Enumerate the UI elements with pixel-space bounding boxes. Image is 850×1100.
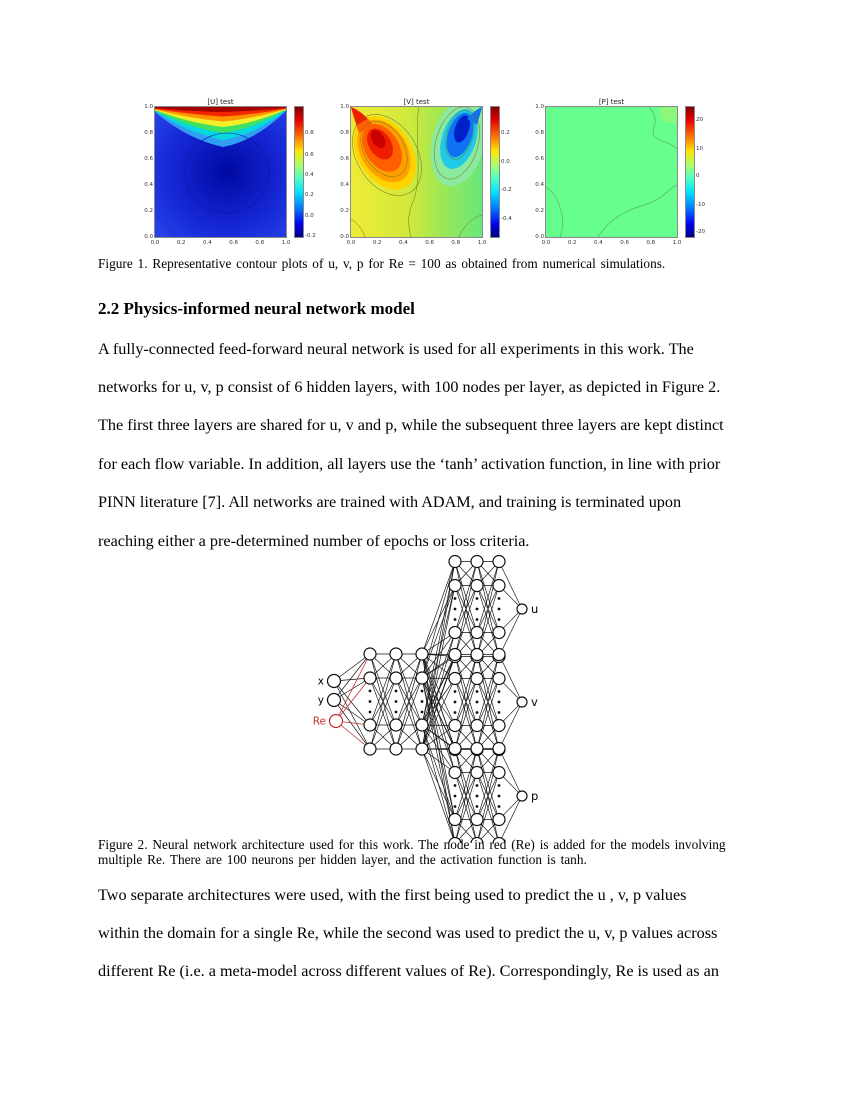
tick-label: 0.2 bbox=[567, 240, 577, 246]
tick-label: 0.8 bbox=[144, 130, 153, 136]
tick-label: 0.8 bbox=[305, 130, 314, 136]
tick-label: -0.2 bbox=[501, 187, 512, 194]
svg-text:p: p bbox=[531, 789, 539, 803]
tick-label: 1.0 bbox=[340, 104, 349, 110]
tick-label: 0.0 bbox=[346, 240, 356, 246]
tick-label: 0.4 bbox=[203, 240, 212, 246]
tick-label: 0.2 bbox=[176, 240, 186, 246]
tick-label: 0.0 bbox=[305, 213, 314, 220]
tick-label: 0.6 bbox=[305, 152, 314, 159]
tick-label: 0.4 bbox=[340, 182, 349, 188]
paragraph-1 bbox=[98, 330, 798, 560]
tick-label: 0 bbox=[696, 172, 700, 179]
plot-title-p: [P] test bbox=[598, 98, 625, 106]
contour-plot-u bbox=[155, 107, 286, 237]
tick-label: 0.0 bbox=[541, 240, 551, 246]
v-contour-art bbox=[351, 107, 482, 237]
tick-label: 0.4 bbox=[594, 240, 603, 246]
tick-label: 0.0 bbox=[340, 234, 349, 240]
tick-label: 0.4 bbox=[305, 171, 314, 178]
tick-label: 10 bbox=[696, 145, 703, 152]
tick-label: 1.0 bbox=[672, 240, 682, 246]
colorbar-u bbox=[295, 107, 303, 237]
tick-label: 0.6 bbox=[620, 240, 629, 246]
p-contour-art bbox=[546, 107, 677, 237]
tick-label: 0.8 bbox=[646, 240, 656, 246]
svg-text:x: x bbox=[317, 675, 324, 688]
nn-diagram-art bbox=[295, 553, 555, 843]
tick-label: -0.2 bbox=[305, 232, 316, 239]
text-line: for each flow variable. In addition, all layers use the ‘tanh’ activation function, in line with prior bbox=[98, 454, 721, 473]
tick-label: 0.8 bbox=[340, 130, 349, 136]
text-line: networks for u, v, p consist of 6 hidden layers, with 100 nodes per layer, as depicted in Figure 2. bbox=[98, 378, 721, 397]
tick-label: 0.2 bbox=[305, 192, 314, 199]
tick-label: 0.6 bbox=[340, 156, 349, 162]
figure-2-caption bbox=[98, 837, 754, 868]
plot-title-v: [V] test bbox=[403, 98, 430, 106]
figure-2-nn-diagram bbox=[295, 553, 555, 843]
tick-label: 0.2 bbox=[535, 208, 544, 214]
text-line: different Re (i.e. a meta-model across different values of Re). Correspondingly, Re is used as an bbox=[98, 962, 719, 981]
text-line: multiple Re. There are 100 neurons per hidden layer, and the activation function is tanh. bbox=[98, 852, 587, 868]
contour-plot-v bbox=[351, 107, 482, 237]
tick-label: 0.2 bbox=[144, 208, 153, 214]
tick-label: 0.8 bbox=[535, 130, 544, 136]
tick-label: -20 bbox=[696, 228, 705, 235]
tick-label: 0.2 bbox=[340, 208, 349, 214]
svg-text:u: u bbox=[531, 602, 539, 616]
tick-label: 0.0 bbox=[535, 234, 544, 240]
tick-label: 1.0 bbox=[535, 104, 544, 110]
tick-label: 0.6 bbox=[425, 240, 434, 246]
tick-label: 0.6 bbox=[535, 156, 544, 162]
text-line: Two separate architectures were used, with the first being used to predict the u , v, p values bbox=[98, 885, 687, 904]
tick-label: 0.0 bbox=[144, 234, 153, 240]
contour-plot-p bbox=[546, 107, 677, 237]
contour-panel-u bbox=[143, 97, 333, 257]
contour-panel-v bbox=[339, 97, 529, 257]
text-line: PINN literature [7]. All networks are trained with ADAM, and training is terminated upon bbox=[98, 493, 682, 512]
tick-label: 0.4 bbox=[399, 240, 408, 246]
svg-text:Re: Re bbox=[312, 715, 326, 728]
tick-label: 0.0 bbox=[150, 240, 160, 246]
plot-title-u: [U] test bbox=[207, 98, 234, 106]
tick-label: -0.4 bbox=[501, 215, 512, 222]
tick-label: 1.0 bbox=[477, 240, 487, 246]
tick-label: 0.8 bbox=[255, 240, 265, 246]
svg-text:v: v bbox=[531, 695, 538, 709]
contour-panel-p bbox=[534, 97, 724, 257]
text-line: within the domain for a single Re, while the second was used to predict the u, v, p values across bbox=[98, 924, 718, 943]
paragraph-2 bbox=[98, 876, 798, 991]
tick-label: 0.2 bbox=[501, 130, 510, 136]
svg-text:y: y bbox=[317, 694, 324, 707]
tick-label: 0.6 bbox=[229, 240, 238, 246]
tick-label: 1.0 bbox=[144, 104, 153, 110]
colorbar-v bbox=[491, 107, 499, 237]
section-heading: 2.2 Physics-informed neural network model bbox=[98, 299, 415, 318]
tick-label: 20 bbox=[696, 117, 703, 123]
tick-label: 0.8 bbox=[451, 240, 461, 246]
figure-1-caption bbox=[98, 256, 754, 272]
text-line: The first three layers are shared for u, v and p, while the subsequent three layers are kept distinct bbox=[98, 416, 724, 435]
u-contour-art bbox=[155, 107, 286, 237]
tick-label: 0.2 bbox=[372, 240, 382, 246]
tick-label: 0.0 bbox=[501, 158, 510, 165]
tick-label: 0.6 bbox=[144, 156, 153, 162]
caption-text: Figure 1. Representative contour plots of u, v, p for Re = 100 as obtained from numerical simulations. bbox=[98, 255, 666, 271]
tick-label: 0.4 bbox=[535, 182, 544, 188]
text-line: Figure 2. Neural network architecture used for this work. The node in red (Re) is added for the models involving bbox=[98, 836, 726, 852]
text-line: reaching either a pre-determined number of epochs or loss criteria. bbox=[98, 531, 530, 550]
tick-label: 1.0 bbox=[281, 240, 291, 246]
colorbar-p bbox=[686, 107, 694, 237]
text-line: A fully-connected feed-forward neural network is used for all experiments in this work. The bbox=[98, 339, 694, 358]
tick-label: 0.4 bbox=[144, 182, 153, 188]
tick-label: -10 bbox=[696, 201, 705, 208]
